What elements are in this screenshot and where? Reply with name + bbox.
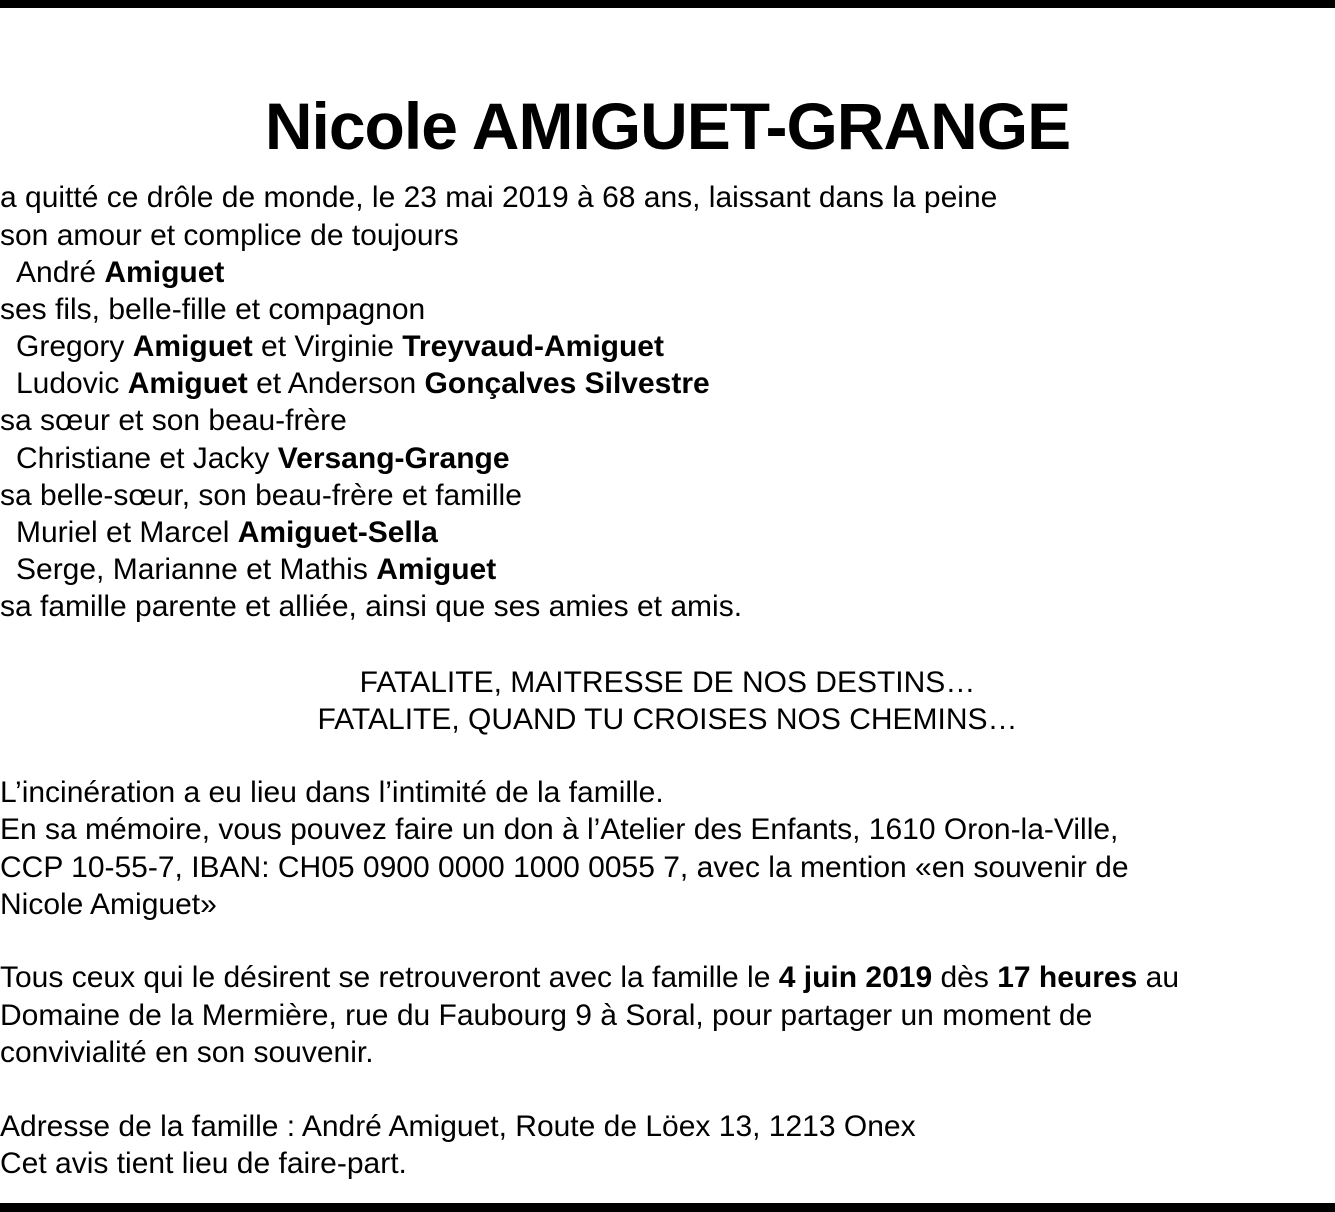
gathering-text: dès [932, 961, 998, 994]
extended-family-line: sa famille parente et alliée, ainsi que ses amies et amis. [0, 590, 743, 623]
first-name: Ludovic [16, 367, 128, 400]
deceased-name: Nicole AMIGUET-GRANGE [264, 89, 1071, 163]
bottom-rule [0, 1203, 1335, 1212]
partner-last-name: Treyvaud-Amiguet [402, 330, 664, 363]
first-name: Christiane et Jacky [16, 442, 278, 475]
sons-heading: ses fils, belle-fille et compagnon [0, 293, 426, 326]
gathering-text: au [1137, 961, 1180, 994]
quote-line-1: FATALITE, MAITRESSE DE NOS DESTINS… [359, 666, 976, 699]
family-member-ludovic [0, 365, 710, 403]
first-name: Gregory [16, 330, 133, 363]
family-member-gregory [0, 328, 664, 366]
last-name: Amiguet [104, 256, 225, 289]
last-name: Amiguet [132, 330, 253, 363]
connector: et Virginie [252, 330, 403, 363]
gathering-text: Tous ceux qui le désirent se retrouveront avec la famille le [0, 961, 779, 994]
gathering-date: 4 juin 2019 [778, 961, 933, 994]
connector: et Anderson [247, 367, 425, 400]
gathering-line-2: Domaine de la Mermière, rue du Faubourg 9 à Soral, pour partager un moment de [0, 999, 1093, 1032]
gathering-time: 17 heures [997, 961, 1138, 994]
family-member-muriel [0, 514, 438, 552]
intro-line-1: a quitté ce drôle de monde, le 23 mai 2019 à 68 ans, laissant dans la peine [0, 181, 998, 214]
quote-line-2: FATALITE, QUAND TU CROISES NOS CHEMINS… [317, 703, 1018, 736]
intro-line-2: son amour et complice de toujours [0, 219, 459, 252]
family-member-christiane [0, 440, 510, 478]
gathering-line-1 [0, 959, 1179, 997]
first-name: Serge, Marianne et Mathis [16, 553, 377, 586]
last-name: Amiguet-Sella [237, 516, 438, 549]
first-name: André [16, 256, 105, 289]
inlaws-heading: sa belle-sœur, son beau-frère et famille [0, 479, 522, 512]
top-rule [0, 0, 1335, 8]
gathering-line-3: convivialité en son souvenir. [0, 1036, 374, 1069]
last-name: Versang-Grange [277, 442, 510, 475]
family-member-andre [0, 254, 224, 292]
last-name: Amiguet [127, 367, 248, 400]
first-name: Muriel et Marcel [16, 516, 238, 549]
sister-heading: sa sœur et son beau-frère [0, 404, 347, 437]
family-address: Adresse de la famille : André Amiguet, Route de Löex 13, 1213 Onex [0, 1110, 916, 1143]
last-name: Amiguet [376, 553, 497, 586]
partner-last-name: Gonçalves Silvestre [424, 367, 710, 400]
family-member-serge [0, 551, 496, 589]
cremation-line-2: En sa mémoire, vous pouvez faire un don à l’Atelier des Enfants, 1610 Oron-la-Ville, [0, 813, 1119, 846]
cremation-line-1: L’incinération a eu lieu dans l’intimité de la famille. [0, 776, 664, 809]
cremation-line-4: Nicole Amiguet» [0, 888, 217, 921]
cremation-line-3: CCP 10-55-7, IBAN: CH05 0900 0000 1000 0055 7, avec la mention «en souvenir de [0, 851, 1129, 884]
notice-line: Cet avis tient lieu de faire-part. [0, 1147, 407, 1180]
